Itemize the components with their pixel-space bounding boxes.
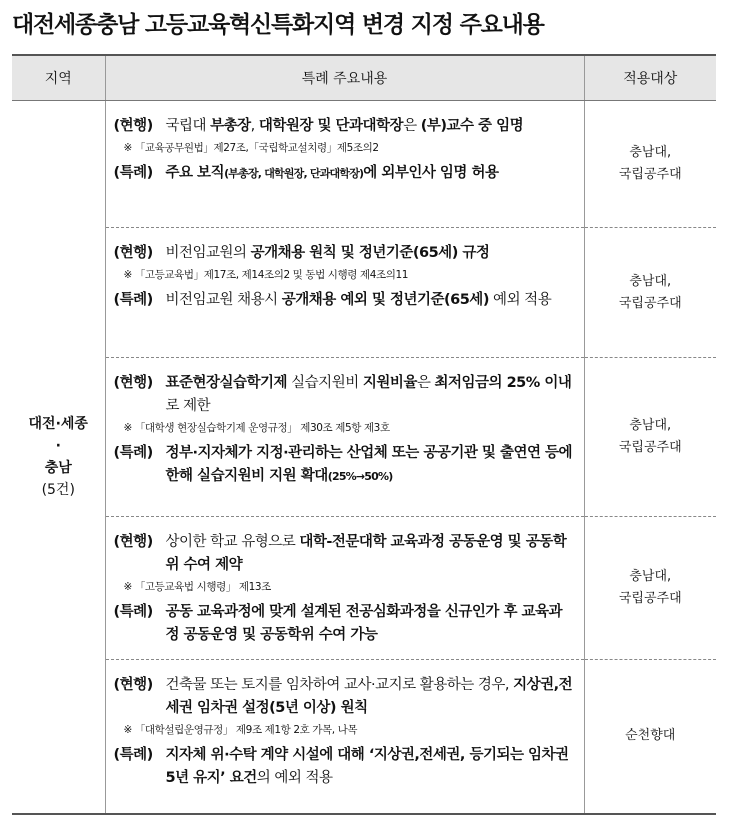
text-segment-bold: (부)교수 중 임명 — [420, 118, 524, 134]
region-cell — [12, 101, 105, 814]
text-segment-bold: 표준현장실습학기제 — [165, 375, 288, 391]
target-cell — [584, 228, 716, 358]
special-label: (특례) — [113, 165, 153, 181]
legal-note: ※ 「고등교육법 시행령」 제13조 — [123, 581, 271, 593]
header-content: 특례 주요내용 — [105, 55, 584, 101]
target-line1: 충남대, — [629, 273, 672, 289]
content-cell — [105, 358, 584, 517]
special-label: (특례) — [113, 604, 153, 620]
current-text — [166, 242, 576, 265]
target-cell — [584, 660, 716, 814]
target-cell — [584, 517, 716, 660]
summary-table — [12, 54, 716, 815]
current-text — [166, 531, 576, 577]
text-segment: , — [250, 118, 259, 134]
text-segment-small: (25%→50%) — [327, 470, 393, 483]
current-label: (현행) — [113, 245, 153, 261]
content-cell — [105, 101, 584, 228]
current-entry — [114, 115, 576, 138]
special-text — [166, 162, 576, 185]
text-segment: 건축물 또는 토지를 임차하여 교사·교지로 활용하는 경우, — [165, 677, 514, 693]
text-segment: 실습지원비 — [287, 375, 363, 391]
region-name-line3: 충남 — [44, 459, 72, 476]
special-text — [166, 744, 576, 790]
table-row — [12, 660, 716, 814]
header-target: 적용대상 — [584, 55, 716, 101]
text-segment-bold: 대학원장 및 단과대학장 — [258, 118, 404, 134]
region-name-line2: · — [55, 437, 61, 454]
text-segment-bold: 공개채용 원칙 및 정년기준(65세) 규정 — [250, 245, 490, 261]
special-label: (특례) — [113, 445, 153, 461]
current-label: (현행) — [113, 375, 153, 391]
target-line1: 충남대, — [629, 145, 672, 160]
text-segment-bold: 에 외부인사 임명 허용 — [363, 165, 499, 181]
legal-note: ※ 「대학설립운영규정」 제9조 제1항 2호 가목, 나목 — [123, 724, 358, 736]
text-segment-bold: 지원비율 — [362, 375, 417, 391]
target-line1: 충남대, — [629, 418, 672, 433]
page-title: 대전세종충남 고등교육혁신특화지역 변경 지정 주요내용 — [12, 12, 544, 38]
special-entry — [114, 744, 576, 790]
text-segment-bold: 대학-전문대학 교육과정 공동운영 및 공동학위 수여 제약 — [165, 534, 567, 573]
special-entry — [114, 289, 576, 312]
text-segment: 상이한 학교 유형으로 — [165, 534, 300, 550]
special-label: (특례) — [113, 292, 153, 308]
header-row — [12, 55, 716, 101]
legal-note: ※ 「교육공무원법」제27조,「국립학교설치령」제5조의2 — [123, 142, 379, 154]
legal-note: ※ 「대학생 현장실습학기제 운영규정」 제30조 제5항 제3호 — [123, 422, 390, 434]
current-entry — [114, 531, 576, 577]
table-row — [12, 517, 716, 660]
table-row — [12, 358, 716, 517]
legal-note: ※ 「고등교육법」제17조, 제14조의2 및 동법 시행령 제4조의11 — [123, 269, 409, 281]
text-segment: 로 제한 — [165, 398, 211, 414]
current-label: (현행) — [113, 118, 153, 134]
text-segment-bold: 부총장 — [210, 118, 251, 134]
text-segment-small: (부총장, 대학원장, 단과대학장) — [224, 167, 364, 180]
content-cell — [105, 228, 584, 358]
target-cell — [584, 358, 716, 517]
special-text — [166, 289, 576, 312]
special-text — [166, 442, 576, 488]
target-cell — [584, 101, 716, 228]
region-count: (5건) — [41, 481, 75, 498]
current-text — [166, 115, 576, 138]
current-label: (현행) — [113, 677, 153, 693]
special-text — [166, 601, 576, 647]
current-entry — [114, 674, 576, 720]
current-entry — [114, 372, 576, 418]
text-segment-bold: 공개채용 예외 및 정년기준(65세) — [281, 292, 489, 308]
text-segment-bold: 최저임금의 25% 이내 — [434, 375, 572, 391]
target-line2: 국립공주대 — [618, 295, 682, 311]
text-segment-bold: 정부·지자체가 지정·관리하는 산업체 또는 공공기관 및 출연연 등에 한해 실습지원비 지원 확대 — [165, 445, 573, 484]
table-row — [12, 228, 716, 358]
text-segment: 비전임교원 채용시 — [165, 292, 282, 308]
text-segment: 비전임교원의 — [165, 245, 251, 261]
target-line2: 국립공주대 — [618, 167, 682, 182]
text-segment: 의 예외 적용 — [256, 770, 333, 786]
text-segment: 예외 적용 — [488, 292, 552, 308]
content-cell — [105, 517, 584, 660]
target-line1: 순천향대 — [625, 728, 676, 744]
text-segment-bold: 지자체 위·수탁 계약 시설에 대해 ‘지상권,전세권, 등기되는 임차권 5년 유지’ 요건 — [165, 747, 569, 786]
target-line1: 충남대, — [629, 569, 672, 584]
text-segment: 국립대 — [165, 118, 211, 134]
text-segment-bold: 공동 교육과정에 맞게 설계된 전공심화과정을 신규인가 후 교육과정 공동운영 및 공동학위 수여 가능 — [165, 604, 563, 643]
text-segment: 은 — [403, 118, 421, 134]
text-segment: 은 — [416, 375, 435, 391]
special-label: (특례) — [113, 747, 153, 763]
current-entry — [114, 242, 576, 265]
header-region: 지역 — [12, 55, 105, 101]
target-line2: 국립공주대 — [618, 591, 682, 606]
region-name-line1: 대전·세종 — [28, 415, 88, 432]
special-entry — [114, 601, 576, 647]
text-segment-bold: 지상권,전세권 임차권 설정(5년 이상) 원칙 — [165, 677, 573, 716]
text-segment-bold: 주요 보직 — [165, 165, 225, 181]
current-label: (현행) — [113, 534, 153, 550]
current-text — [166, 372, 576, 418]
target-line2: 국립공주대 — [618, 440, 682, 455]
special-entry — [114, 442, 576, 488]
content-cell — [105, 660, 584, 814]
table-row — [12, 101, 716, 228]
special-entry — [114, 162, 576, 185]
current-text — [166, 674, 576, 720]
